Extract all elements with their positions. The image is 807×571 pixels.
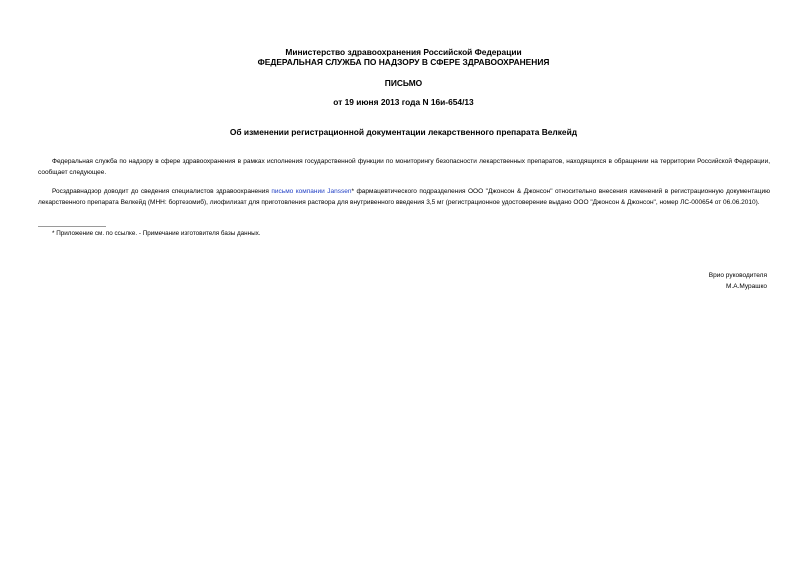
ministry-name: Министерство здравоохранения Российской Федерации [285, 47, 522, 57]
signature-name: М.А.Мурашко [725, 283, 767, 290]
body-paragraph-2 [38, 187, 770, 208]
document-type: ПИСЬМО [384, 78, 423, 88]
janssen-letter-link[interactable]: письмо компании Janssen [271, 188, 352, 195]
body-paragraph-1: Федеральная служба по надзору в сфере здравоохранения в рамках исполнения государственной функции по мониторингу безопасности лекарственных препаратов, находящихся в обращении на территории Российской Федерации, сообщает следующее. [38, 158, 770, 176]
document-date-number: от 19 июня 2013 года N 16и-654/13 [333, 97, 474, 107]
paragraph-2-intro: Росздравнадзор доводит до сведения специалистов здравоохранения [52, 188, 272, 195]
document-subject: Об изменении регистрационной документации лекарственного препарата Велкейд [229, 127, 578, 137]
service-name: ФЕДЕРАЛЬНАЯ СЛУЖБА ПО НАДЗОРУ В СФЕРЕ ЗДРАВООХРАНЕНИЯ [257, 57, 550, 67]
signature-block [709, 270, 767, 292]
footnote-text: * Приложение см. по ссылке. - Примечание изготовителя базы данных. [52, 230, 261, 237]
paragraph-2-rest: * фармацевтического подразделения ООО "Джонсон & Джонсон" относительно внесения изменений в регистрационную документацию лекарственного препарата Велкейд (МНН: бортезомиб), лиофилизат для приготовления раствора для внутривенного введения 3,5 мг (регистрационное удостоверение выдано ООО "Джонсон & Джонсон", номер ЛС-000654 от 06.06.2010). [38, 188, 770, 206]
signature-title: Врио руководителя [708, 272, 767, 279]
footnote-divider [38, 226, 106, 227]
